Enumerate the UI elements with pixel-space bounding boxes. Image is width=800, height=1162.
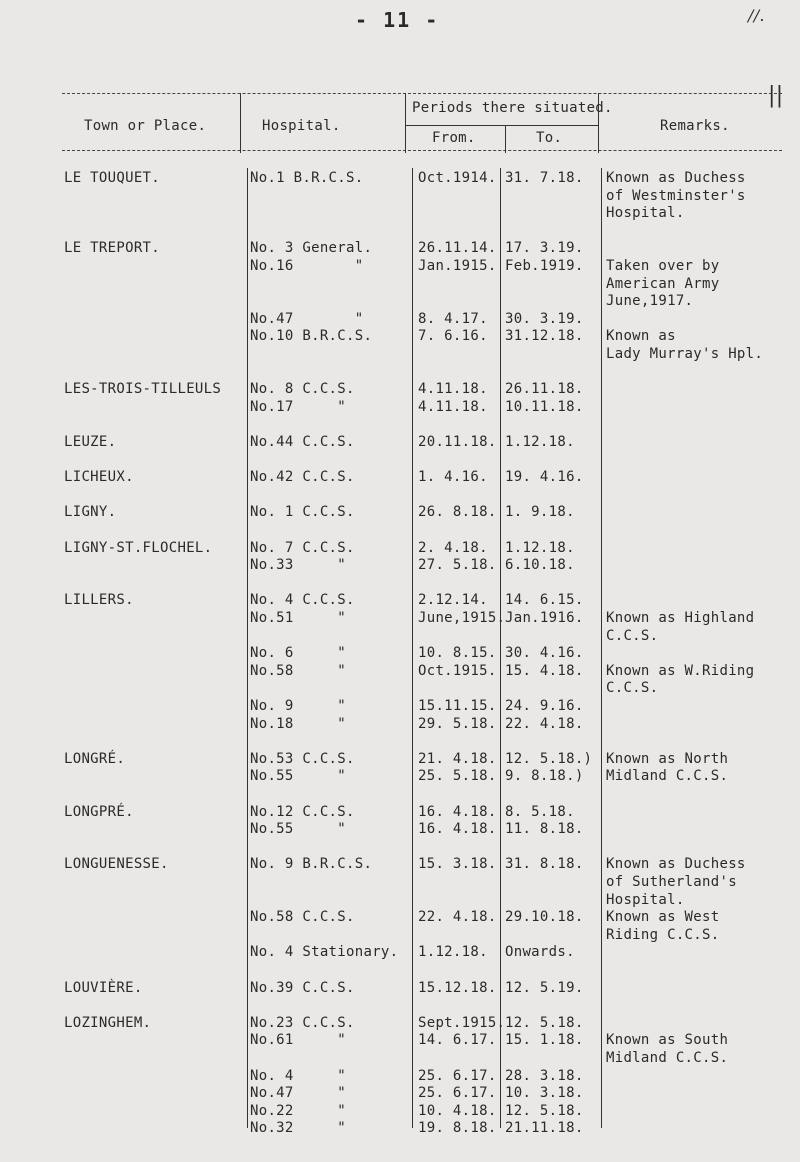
cell-to: 31.12.18.: [505, 328, 584, 345]
cell-remarks: June,1917.: [606, 293, 694, 310]
cell-from: 26.11.14.: [418, 240, 497, 257]
cell-hospital: No. 8 C.C.S.: [250, 381, 355, 398]
column-divider: [240, 93, 241, 153]
cell-town: LIGNY-ST.FLOCHEL.: [64, 539, 213, 556]
cell-to: 17. 3.19.: [505, 240, 584, 257]
cell-hospital: No.32 ": [250, 1120, 347, 1137]
cell-from: 19. 8.18.: [418, 1120, 497, 1137]
cell-to: 15. 1.18.: [505, 1032, 584, 1049]
cell-remarks: Known as: [606, 328, 676, 345]
margin-mark: ||: [768, 83, 784, 108]
cell-remarks: C.C.S.: [606, 627, 659, 644]
cell-to: 19. 4.16.: [505, 469, 584, 486]
cell-hospital: No.47 ": [250, 310, 364, 327]
cell-from: 16. 4.18.: [418, 821, 497, 838]
cell-remarks: Riding C.C.S.: [606, 926, 720, 943]
cell-hospital: No. 6 ": [250, 645, 347, 662]
cell-hospital: No.1 B.R.C.S.: [250, 170, 364, 186]
cell-hospital: No.58 ": [250, 662, 347, 679]
cell-to: 8. 5.18.: [505, 803, 575, 820]
cell-to: 31. 7.18.: [505, 170, 584, 186]
cell-town: LONGPRÉ.: [64, 803, 134, 820]
cell-from: Sept.1915.: [418, 1014, 506, 1031]
cell-from: 27. 5.18.: [418, 557, 497, 574]
cell-from: 25. 6.17.: [418, 1067, 497, 1084]
cell-remarks: American Army: [606, 275, 720, 292]
cell-from: 2. 4.18.: [418, 539, 488, 556]
cell-hospital: No. 4 ": [250, 1067, 347, 1084]
cell-hospital: No. 3 General.: [250, 240, 373, 257]
cell-to: 10.11.18.: [505, 398, 584, 415]
cell-from: 2.12.14.: [418, 592, 488, 609]
cell-to: 12. 5.18.: [505, 1102, 584, 1119]
cell-to: 14. 6.15.: [505, 592, 584, 609]
cell-remarks: C.C.S.: [606, 680, 659, 697]
cell-remarks: Known as North: [606, 750, 729, 767]
cell-from: 26. 8.18.: [418, 504, 497, 521]
cell-remarks: Midland C.C.S.: [606, 1050, 729, 1066]
header-from: From.: [432, 130, 476, 146]
cell-from: 21. 4.18.: [418, 750, 497, 767]
cell-to: 1. 9.18.: [505, 504, 575, 521]
cell-remarks: Lady Murray's Hpl.: [606, 346, 764, 362]
cell-to: 9. 8.18.): [505, 768, 584, 785]
header-rule: [62, 150, 782, 151]
corner-mark: //.: [748, 6, 765, 25]
header-hospital: Hospital.: [262, 118, 341, 134]
cell-from: 29. 5.18.: [418, 715, 497, 732]
cell-town: LICHEUX.: [64, 469, 134, 486]
cell-from: Oct.1915.: [418, 662, 497, 679]
cell-to: 30. 4.16.: [505, 645, 584, 662]
cell-from: 1. 4.16.: [418, 469, 488, 486]
cell-town: LONGRÉ.: [64, 750, 126, 767]
cell-to: Feb.1919.: [505, 258, 584, 274]
cell-to: 1.12.18.: [505, 539, 575, 556]
cell-to: 10. 3.18.: [505, 1085, 584, 1102]
cell-from: 10. 8.15.: [418, 645, 497, 662]
cell-hospital: No.12 C.C.S.: [250, 803, 355, 820]
cell-from: Oct.1914.: [418, 170, 497, 186]
cell-from: 20.11.18.: [418, 434, 497, 450]
cell-remarks: Known as Highland: [606, 610, 755, 626]
cell-remarks: Known as Duchess: [606, 856, 746, 873]
cell-hospital: No.23 C.C.S.: [250, 1014, 355, 1031]
cell-remarks: Known as Duchess: [606, 170, 746, 186]
cell-hospital: No.44 C.C.S.: [250, 434, 355, 450]
cell-from: 16. 4.18.: [418, 803, 497, 820]
cell-to: 1.12.18.: [505, 434, 575, 450]
cell-remarks: Hospital.: [606, 891, 685, 908]
cell-hospital: No. 4 Stationary.: [250, 944, 399, 961]
cell-hospital: No.58 C.C.S.: [250, 909, 355, 926]
cell-remarks: of Westminster's: [606, 187, 746, 204]
cell-hospital: No.10 B.R.C.S.: [250, 328, 373, 345]
cell-town: LE TOUQUET.: [64, 170, 161, 186]
cell-remarks: of Sutherland's: [606, 874, 737, 890]
cell-to: 30. 3.19.: [505, 310, 584, 327]
cell-from: 25. 5.18.: [418, 768, 497, 785]
column-divider: [601, 168, 602, 1128]
cell-hospital: No. 4 C.C.S.: [250, 592, 355, 609]
cell-town: LOUVIÈRE.: [64, 979, 143, 996]
cell-remarks: Known as South: [606, 1032, 729, 1049]
cell-from: 22. 4.18.: [418, 909, 497, 926]
cell-from: 7. 6.16.: [418, 328, 488, 345]
cell-from: 4.11.18.: [418, 398, 488, 415]
cell-town: LIGNY.: [64, 504, 117, 521]
cell-hospital: No. 7 C.C.S.: [250, 539, 355, 556]
cell-to: 31. 8.18.: [505, 856, 584, 873]
cell-from: 15.12.18.: [418, 979, 497, 996]
cell-from: Jan.1915.: [418, 258, 497, 274]
cell-from: 1.12.18.: [418, 944, 488, 961]
cell-hospital: No.22 ": [250, 1102, 347, 1119]
header-periods: Periods there situated.: [412, 100, 613, 116]
cell-hospital: No.55 ": [250, 768, 347, 785]
cell-hospital: No.47 ": [250, 1085, 347, 1102]
cell-from: 14. 6.17.: [418, 1032, 497, 1049]
cell-town: LONGUENESSE.: [64, 856, 169, 873]
cell-to: 12. 5.18.: [505, 1014, 584, 1031]
cell-town: LILLERS.: [64, 592, 134, 609]
cell-from: 10. 4.18.: [418, 1102, 497, 1119]
cell-from: 15.11.15.: [418, 698, 497, 714]
cell-hospital: No.53 C.C.S.: [250, 750, 355, 767]
cell-remarks: Known as West: [606, 909, 720, 926]
cell-hospital: No.51 ": [250, 610, 347, 626]
top-rule: [62, 93, 782, 94]
cell-to: 24. 9.16.: [505, 698, 584, 714]
cell-from: 8. 4.17.: [418, 310, 488, 327]
cell-town: LOZINGHEM.: [64, 1014, 152, 1031]
cell-to: 29.10.18.: [505, 909, 584, 926]
periods-rule: [405, 125, 598, 126]
header-remarks: Remarks.: [660, 118, 730, 134]
cell-to: 15. 4.18.: [505, 662, 584, 679]
cell-town: LES-TROIS-TILLEULS: [64, 381, 222, 398]
column-divider: [500, 168, 501, 1128]
cell-town: LEUZE.: [64, 434, 117, 450]
cell-remarks: Known as W.Riding: [606, 662, 755, 679]
column-divider: [405, 93, 406, 153]
cell-to: 28. 3.18.: [505, 1067, 584, 1084]
cell-to: 12. 5.19.: [505, 979, 584, 996]
cell-hospital: No. 1 C.C.S.: [250, 504, 355, 521]
header-to: To.: [536, 130, 563, 146]
cell-to: Onwards.: [505, 944, 575, 961]
header-town: Town or Place.: [84, 118, 207, 134]
cell-from: 4.11.18.: [418, 381, 488, 398]
cell-from: June,1915.: [418, 610, 506, 626]
column-divider: [505, 126, 506, 153]
cell-from: 25. 6.17.: [418, 1085, 497, 1102]
page-number: - 11 -: [355, 8, 440, 32]
cell-hospital: No. 9 ": [250, 698, 347, 714]
cell-to: 11. 8.18.: [505, 821, 584, 838]
cell-hospital: No.39 C.C.S.: [250, 979, 355, 996]
cell-to: 12. 5.18.): [505, 750, 593, 767]
cell-hospital: No.55 ": [250, 821, 347, 838]
cell-to: 6.10.18.: [505, 557, 575, 574]
cell-hospital: No.42 C.C.S.: [250, 469, 355, 486]
cell-town: LE TREPORT.: [64, 240, 161, 257]
cell-hospital: No.33 ": [250, 557, 347, 574]
column-divider: [412, 168, 413, 1128]
cell-remarks: Midland C.C.S.: [606, 768, 729, 785]
cell-hospital: No. 9 B.R.C.S.: [250, 856, 373, 873]
cell-remarks: Hospital.: [606, 205, 685, 222]
cell-hospital: No.18 ": [250, 715, 347, 732]
column-divider: [247, 168, 248, 1128]
cell-to: 21.11.18.: [505, 1120, 584, 1137]
cell-to: Jan.1916.: [505, 610, 584, 626]
cell-to: 22. 4.18.: [505, 715, 584, 732]
cell-hospital: No.61 ": [250, 1032, 347, 1049]
cell-remarks: Taken over by: [606, 258, 720, 274]
cell-hospital: No.17 ": [250, 398, 347, 415]
cell-to: 26.11.18.: [505, 381, 584, 398]
cell-from: 15. 3.18.: [418, 856, 497, 873]
cell-hospital: No.16 ": [250, 258, 364, 274]
